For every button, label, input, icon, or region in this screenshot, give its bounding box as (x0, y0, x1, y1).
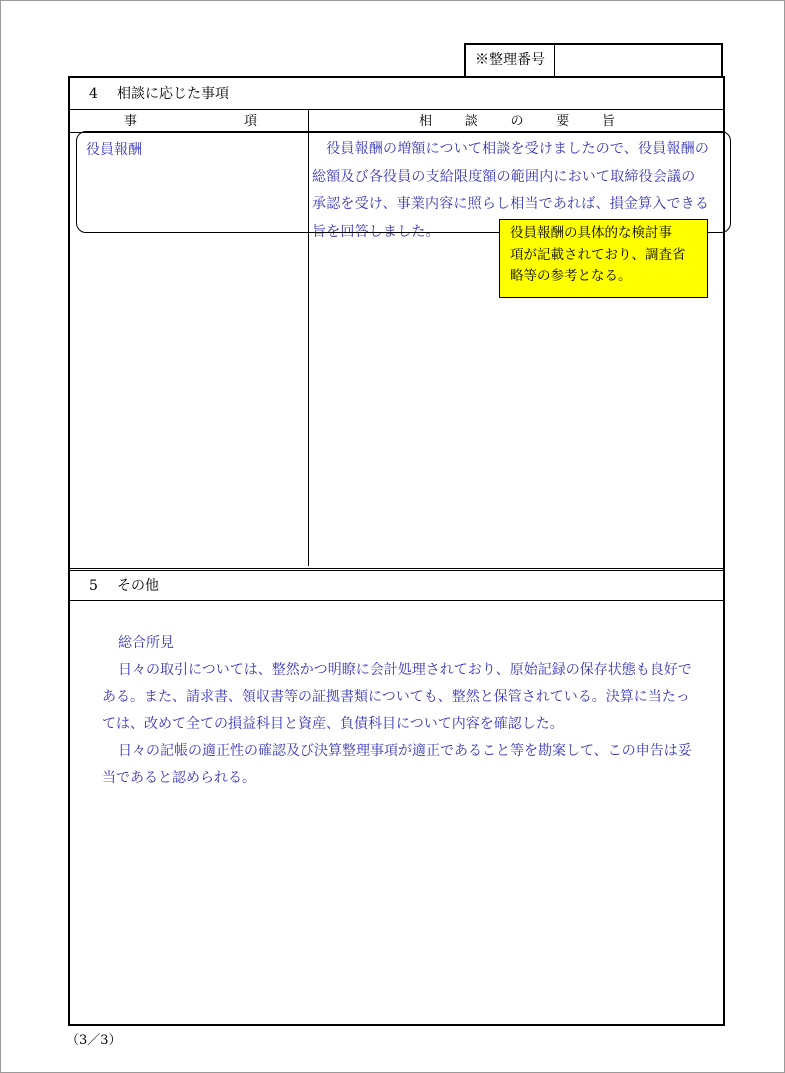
findings-line: 日々の取引については、整然かつ明瞭に会計処理されており、原始記録の保存状態も良好で (118, 662, 692, 678)
column-header-summary-char: 旨 (601, 114, 615, 129)
column-header-item-char: 事 (124, 114, 138, 129)
column-header-summary-char: の (510, 114, 524, 129)
section-5-number: 5 (89, 578, 98, 594)
note-line: 役員報酬の具体的な検討事 (510, 225, 672, 241)
section-4-number: 4 (89, 86, 98, 102)
findings-line: 日々の記帳の適正性の確認及び決算整理事項が適正であること等を勘案して、この申告は妥 (118, 743, 692, 759)
column-header-summary (309, 110, 725, 133)
section-5-title: その他 (117, 578, 159, 594)
reference-number-value (555, 45, 721, 76)
findings-heading: 総合所見 (118, 635, 174, 651)
summary-line: 承認を受け、事業内容に照らし相当であれば、損金算入できる (312, 196, 710, 212)
findings-line: 当であると認められる。 (102, 770, 256, 786)
findings-line: ある。また、請求書、領収書等の証拠書類についても、整然と保管されている。決算に当たっ (102, 689, 690, 705)
highlight-outline (76, 131, 731, 233)
column-header-summary-char: 談 (464, 114, 478, 129)
summary-line: 旨を回答しました。 (312, 223, 440, 240)
consultation-item: 役員報酬 (86, 142, 142, 158)
section-4-title: 相談に応じた事項 (117, 86, 229, 102)
column-header-summary-char: 要 (556, 114, 570, 129)
note-line: 略等の参考となる。 (510, 268, 632, 284)
reference-number-label: ※整理番号 (466, 45, 555, 76)
annotation-note (499, 219, 708, 298)
findings-line: ては、改めて全ての損益科目と資産、負債科目について内容を確認した。 (102, 716, 564, 732)
section-4-header (70, 78, 723, 110)
column-header-summary-char: 相 (419, 114, 433, 129)
summary-line: 総額及び各役員の支給限度額の範囲内において取締役会議の (312, 168, 696, 185)
reference-number-box (464, 43, 723, 76)
general-findings (102, 630, 727, 792)
note-line: 項が記載されており、調査省 (510, 246, 686, 263)
page-number: （3／3） (66, 1033, 122, 1048)
column-header-item-char: 項 (243, 114, 257, 129)
section-5-header (70, 568, 723, 601)
summary-line: 役員報酬の増額について相談を受けましたので、役員報酬の (312, 141, 710, 157)
column-header-item (70, 110, 309, 133)
